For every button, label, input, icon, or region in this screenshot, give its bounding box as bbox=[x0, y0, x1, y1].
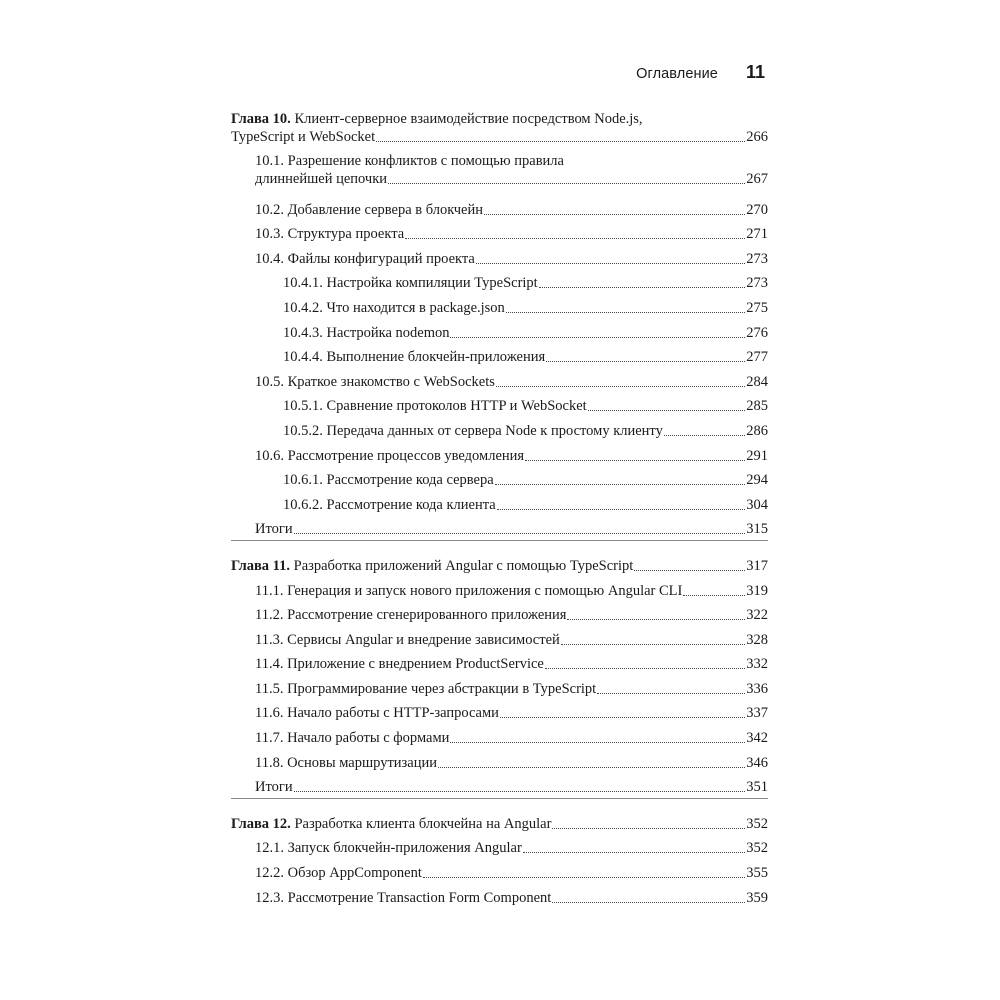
toc-item-title: 11.4. Приложение с внедрением ProductService bbox=[255, 656, 544, 673]
toc-item[interactable] bbox=[231, 243, 768, 268]
toc-subitem-page: 273 bbox=[746, 275, 768, 292]
leader-dots bbox=[552, 827, 745, 829]
chapter-number: Глава 10. bbox=[231, 111, 291, 127]
toc-item-page: 346 bbox=[746, 754, 768, 771]
chapter-title: Разработка клиента блокчейна на Angular bbox=[294, 815, 552, 832]
leader-dots bbox=[450, 741, 745, 743]
toc-item-title: 12.1. Запуск блокчейн-приложения Angular bbox=[255, 840, 522, 857]
toc-subitem-title: 10.5.2. Передача данных от сервера Node к простому клиенту bbox=[283, 422, 663, 439]
leader-dots bbox=[664, 434, 745, 436]
toc-item-title: 11.3. Сервисы Angular и внедрение зависимостей bbox=[255, 631, 560, 648]
leader-dots bbox=[294, 790, 746, 792]
toc-subitem-page: 275 bbox=[746, 299, 768, 316]
toc-item-title: 11.8. Основы маршрутизации bbox=[255, 754, 437, 771]
toc-item-page: 337 bbox=[746, 705, 768, 722]
toc-subitem[interactable] bbox=[231, 342, 768, 367]
leader-dots bbox=[506, 311, 745, 313]
toc-summary[interactable] bbox=[231, 514, 768, 539]
leader-dots bbox=[423, 876, 745, 878]
toc-item-page: 322 bbox=[746, 607, 768, 624]
leader-dots bbox=[496, 385, 745, 387]
toc-summary-page: 351 bbox=[746, 779, 768, 796]
toc-subitem[interactable] bbox=[231, 317, 768, 342]
toc-subitem-title: 10.4.3. Настройка nodemon bbox=[283, 324, 450, 341]
toc-item[interactable] bbox=[231, 624, 768, 649]
toc-item-page: 332 bbox=[746, 656, 768, 673]
toc-subitem[interactable] bbox=[231, 465, 768, 490]
leader-dots bbox=[495, 483, 746, 485]
toc-item-title: 12.3. Рассмотрение Transaction Form Component bbox=[255, 889, 552, 906]
running-title: Оглавление bbox=[636, 66, 718, 82]
toc-item[interactable] bbox=[231, 698, 768, 723]
toc-subitem-page: 277 bbox=[746, 349, 768, 366]
toc-item[interactable] bbox=[231, 152, 768, 188]
leader-dots bbox=[476, 262, 745, 264]
toc-item[interactable] bbox=[231, 882, 768, 907]
toc-item-title: 12.2. Обзор AppComponent bbox=[255, 865, 422, 882]
toc-summary-title: Итоги bbox=[255, 521, 293, 538]
toc-subitem-page: 285 bbox=[746, 398, 768, 415]
chapter-number: Глава 11. bbox=[231, 557, 291, 574]
toc-subitem-title: 10.4.2. Что находится в package.json bbox=[283, 299, 505, 316]
leader-dots bbox=[523, 851, 745, 853]
toc-item[interactable] bbox=[231, 649, 768, 674]
chapter-number: Глава 12. bbox=[231, 815, 291, 832]
leader-dots bbox=[525, 459, 745, 461]
toc-item-page: 359 bbox=[746, 889, 768, 906]
running-header bbox=[560, 62, 765, 90]
leader-dots bbox=[588, 409, 746, 411]
toc-item-title: 11.1. Генерация и запуск нового приложения с помощью Angular CLI bbox=[255, 582, 683, 599]
page-number: 11 bbox=[745, 62, 765, 82]
toc-item-title: 11.5. Программирование через абстракции в TypeScript bbox=[255, 680, 597, 697]
toc-item-title: 10.4. Файлы конфигураций проекта bbox=[255, 250, 475, 267]
toc-item-title: длиннейшей цепочки bbox=[255, 171, 388, 187]
toc-summary-page: 315 bbox=[746, 521, 768, 538]
toc-subitem-page: 304 bbox=[746, 496, 768, 513]
toc-subitem-title: 10.5.1. Сравнение протоколов HTTP и WebSocket bbox=[283, 398, 587, 415]
toc-subitem-title: 10.4.4. Выполнение блокчейн-приложения bbox=[283, 349, 546, 366]
leader-dots bbox=[450, 336, 745, 338]
toc-item[interactable] bbox=[231, 747, 768, 772]
toc-item[interactable] bbox=[231, 219, 768, 244]
toc-subitem[interactable] bbox=[231, 268, 768, 293]
table-of-contents bbox=[231, 110, 768, 907]
chapter-page: 266 bbox=[746, 129, 768, 145]
chapter-title-line2: TypeScript и WebSocket bbox=[231, 129, 376, 145]
toc-item-page: 342 bbox=[746, 730, 768, 747]
toc-item-title: 10.6. Рассмотрение процессов уведомления bbox=[255, 447, 525, 464]
chapter-heading[interactable] bbox=[231, 110, 768, 146]
toc-summary[interactable] bbox=[231, 772, 768, 797]
toc-item-page: 355 bbox=[746, 865, 768, 882]
leader-dots bbox=[497, 508, 746, 510]
chapter-page: 352 bbox=[746, 815, 768, 832]
leader-dots bbox=[546, 360, 745, 362]
leader-dots bbox=[683, 594, 745, 596]
leader-dots bbox=[552, 901, 745, 903]
toc-subitem-title: 10.6.1. Рассмотрение кода сервера bbox=[283, 472, 494, 489]
toc-item[interactable] bbox=[231, 722, 768, 747]
toc-item-page: 267 bbox=[746, 171, 768, 187]
chapter-12 bbox=[231, 808, 768, 906]
toc-subitem-title: 10.6.2. Рассмотрение кода клиента bbox=[283, 496, 496, 513]
leader-dots bbox=[484, 213, 745, 215]
chapter-11 bbox=[231, 550, 768, 796]
leader-dots bbox=[561, 643, 745, 645]
toc-item-page: 271 bbox=[746, 226, 768, 243]
toc-subitem[interactable] bbox=[231, 292, 768, 317]
leader-dots bbox=[438, 766, 745, 768]
toc-item[interactable] bbox=[231, 600, 768, 625]
leader-dots bbox=[567, 618, 745, 620]
chapter-title-line1: Клиент-серверное взаимодействие посредством Node.js, bbox=[294, 111, 643, 127]
toc-item-title: 11.2. Рассмотрение сгенерированного приложения bbox=[255, 607, 567, 624]
leader-dots bbox=[545, 667, 745, 669]
chapter-divider bbox=[231, 540, 768, 541]
toc-item[interactable] bbox=[231, 857, 768, 882]
toc-item-page: 273 bbox=[746, 250, 768, 267]
toc-subitem[interactable] bbox=[231, 391, 768, 416]
toc-item-title: 10.2. Добавление сервера в блокчейн bbox=[255, 201, 483, 218]
chapter-divider bbox=[231, 798, 768, 799]
chapter-title: Разработка приложений Angular с помощью TypeScript bbox=[293, 557, 634, 574]
toc-item-page: 284 bbox=[746, 373, 768, 390]
toc-item[interactable] bbox=[231, 575, 768, 600]
chapter-heading[interactable] bbox=[231, 550, 768, 575]
toc-item[interactable] bbox=[231, 440, 768, 465]
leader-dots bbox=[376, 140, 745, 142]
leader-dots bbox=[597, 692, 745, 694]
toc-item-title: 11.7. Начало работы с формами bbox=[255, 730, 450, 747]
toc-item[interactable] bbox=[231, 673, 768, 698]
toc-item-page: 336 bbox=[746, 680, 768, 697]
leader-dots bbox=[294, 532, 746, 534]
leader-dots bbox=[500, 716, 745, 718]
toc-item[interactable] bbox=[231, 366, 768, 391]
toc-summary-title: Итоги bbox=[255, 779, 293, 796]
leader-dots bbox=[634, 569, 745, 571]
toc-item[interactable] bbox=[231, 194, 768, 219]
toc-subitem[interactable] bbox=[231, 489, 768, 514]
toc-item-title: 10.3. Структура проекта bbox=[255, 226, 405, 243]
toc-item-page: 319 bbox=[746, 582, 768, 599]
toc-subitem[interactable] bbox=[231, 415, 768, 440]
toc-subitem-page: 294 bbox=[746, 472, 768, 489]
leader-dots bbox=[405, 237, 745, 239]
toc-item-title-line1: 10.1. Разрешение конфликтов с помощью правила bbox=[255, 153, 564, 169]
toc-item-page: 328 bbox=[746, 631, 768, 648]
toc-item-page: 352 bbox=[746, 840, 768, 857]
toc-subitem-page: 276 bbox=[746, 324, 768, 341]
toc-subitem-page: 286 bbox=[746, 422, 768, 439]
leader-dots bbox=[539, 286, 746, 288]
toc-item-page: 291 bbox=[746, 447, 768, 464]
leader-dots bbox=[388, 182, 745, 184]
chapter-page: 317 bbox=[746, 557, 768, 574]
chapter-heading[interactable] bbox=[231, 808, 768, 833]
toc-subitem-title: 10.4.1. Настройка компиляции TypeScript bbox=[283, 275, 538, 292]
chapter-10 bbox=[231, 110, 768, 538]
toc-item[interactable] bbox=[231, 833, 768, 858]
toc-item-title: 10.5. Краткое знакомство с WebSockets bbox=[255, 373, 495, 390]
toc-item-page: 270 bbox=[746, 201, 768, 218]
toc-item-title: 11.6. Начало работы с HTTP-запросами bbox=[255, 705, 499, 722]
